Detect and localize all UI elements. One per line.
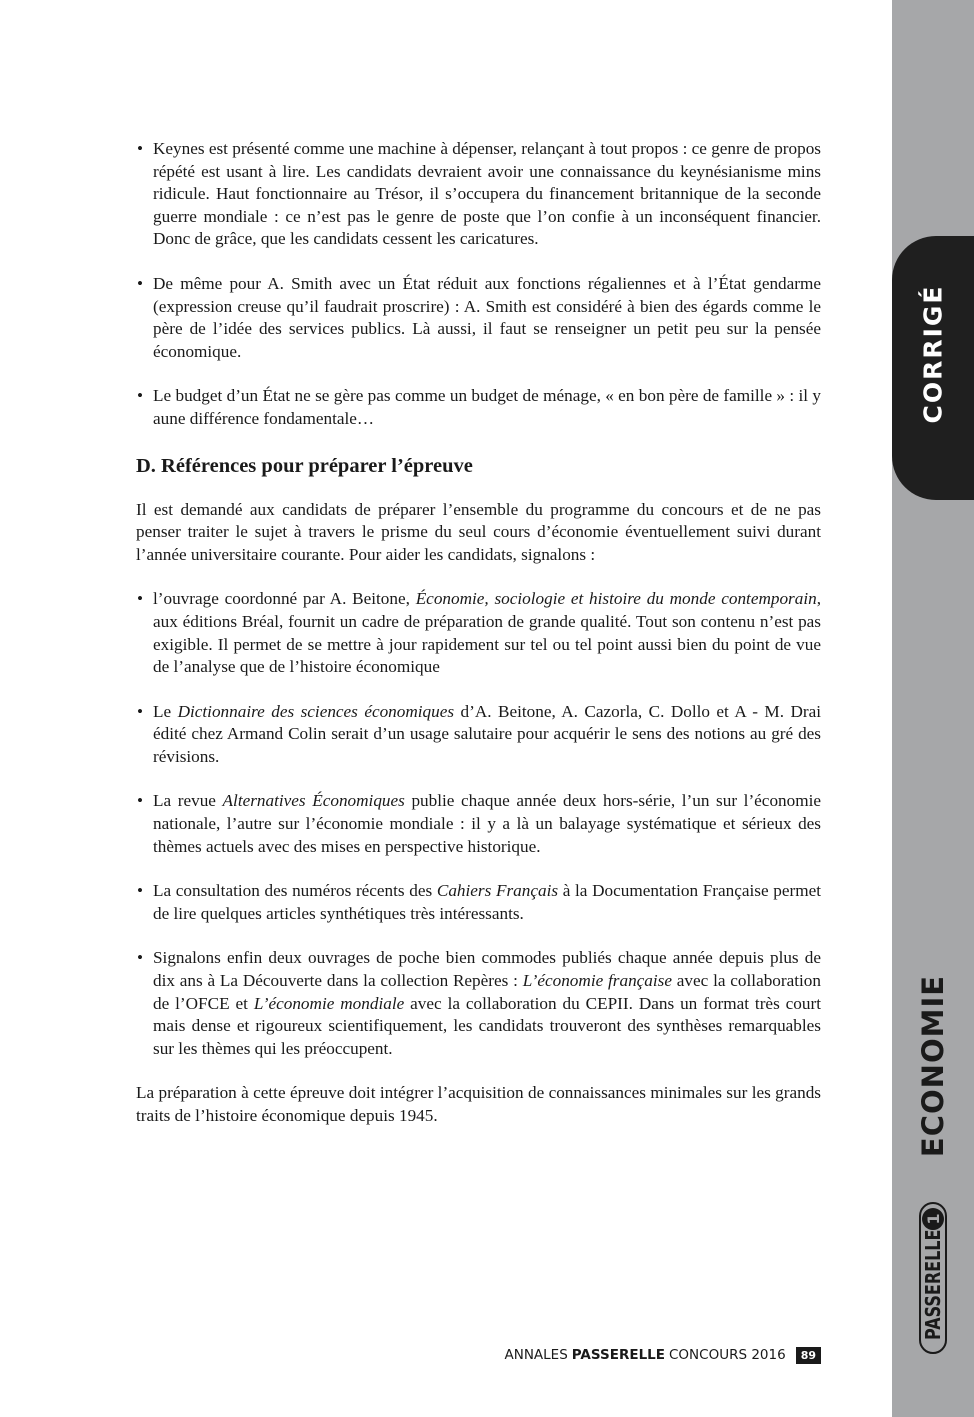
list-item — [136, 790, 821, 858]
intro-paragraph: Il est demandé aux candidats de préparer l’ensemble du programme du concours et de ne pas penser traiter le sujet à travers le prisme du seul cours d’économie éventuellement suivi durant l’année universitaire courante. Pour aider les candidats, signalons : — [136, 499, 821, 564]
book-title: Économie, sociologie et histoire du monde contemporain — [415, 589, 817, 609]
list-item — [136, 385, 821, 430]
footer-prefix: ANNALES — [504, 1347, 568, 1363]
bullet-text: Keynes est présenté comme une machine à dépenser, relançant à tout propos : ce genre de propos répété est usant à lire. Les candidats devraient avoir une connaissance du keynésianisme mins ridicule. Haut fonctionnaire au Trésor, il s’occupera du financement britannique de la seconde guerre mondiale : ce n’est pas le genre de poste que l’on confie à un inconséquent financier. Donc de grâce, que les candidats cessent les caricatures. — [153, 139, 821, 249]
page-number: 89 — [796, 1347, 821, 1364]
side-band — [892, 0, 974, 1417]
page-body — [136, 138, 821, 1150]
bullet-text: De même pour A. Smith avec un État réduit aux fonctions régaliennes et à l’État gendarme (expression creuse qu’il faudrait proscrire) : A. Smith est considéré à bien des égards comme le père de l’idée des services publics. Là aussi, il faut se renseigner un petit peu sur la pensée économique. — [153, 273, 821, 361]
page-footer — [504, 1346, 821, 1364]
book-title: Dictionnaire des sciences économiques — [177, 701, 455, 721]
bullet-text: La consultation des numéros récents des Cahiers Français à la Documentation Française permet de lire quelques articles synthétiques très intéressants. — [153, 881, 821, 923]
bullet-text: l’ouvrage coordonné par A. Beitone, Économie, sociologie et histoire du monde contemporain, aux éditions Bréal, fournit un cadre de préparation de grande qualité. Tout son contenu n’est pas exigible. Il permet de se mettre à jour rapidement sur tel ou tel point aussi bien du point de vue de l’analyse que de l’histoire économique — [153, 589, 821, 677]
journal-title: Cahiers Français — [436, 881, 559, 901]
passerelle-logo — [919, 1202, 947, 1354]
logo-number: 1 — [922, 1208, 944, 1230]
list-item — [136, 138, 821, 251]
bullet-icon: • — [137, 273, 144, 293]
list-item — [136, 701, 821, 769]
tab-label: CORRIGÉ — [918, 284, 948, 424]
bullet-text: Signalons enfin deux ouvrages de poche bien commodes publiés chaque année depuis plus de dix ans à La Découverte dans la collection Repères : L’économie française avec la collaboration de l’OFCE et L’économie mondiale avec la collaboration du CEPII. Dans un format très court mais dense et rigoureux scientifiquement, les candidats trouveront des synthèses remarquables sur les thèmes qui les préoccupent. — [153, 948, 821, 1058]
bullet-icon: • — [137, 139, 144, 158]
bullet-text: Le Dictionnaire des sciences économiques d’A. Beitone, A. Cazorla, C. Dollo et A - M. Drai édité chez Armand Colin serait d’un usage salutaire pour acquérir le sens des notions au gré des révisions. — [153, 701, 821, 766]
list-item — [136, 947, 821, 1060]
bullet-text: Le budget d’un État ne se gère pas comme un budget de ménage, « en bon père de famille » : il y aune différence fondamentale… — [153, 386, 821, 428]
bullet-icon: • — [137, 881, 144, 901]
bullet-icon: • — [137, 386, 144, 406]
list-item — [136, 880, 821, 925]
bullet-icon: • — [137, 589, 144, 609]
bullet-icon: • — [137, 948, 144, 968]
section-heading: D. Références pour préparer l’épreuve — [136, 454, 473, 477]
subject-label: ECONOMIE — [916, 974, 950, 1158]
journal-title: Alternatives Économiques — [222, 791, 405, 811]
book-title: L’économie mondiale — [253, 993, 405, 1013]
list-item — [136, 588, 821, 678]
footer-brand: PASSERELLE — [571, 1347, 665, 1363]
book-title: L’économie française — [522, 971, 672, 991]
footer-suffix: CONCOURS 2016 — [669, 1347, 786, 1363]
bullet-icon: • — [137, 791, 144, 811]
conclusion-paragraph: La préparation à cette épreuve doit intégrer l’acquisition de connaissances minimales sur les grands traits de l’histoire économique depuis 1945. — [136, 1083, 821, 1125]
logo-text: PASSERELLE — [921, 1229, 945, 1341]
bullet-text: La revue Alternatives Économiques publie chaque année deux hors-série, l’un sur l’économie nationale, l’autre sur l’économie mondiale : il y a là un balayage systématique et sérieux des thèmes actuels avec des mises en perspective historique. — [153, 791, 821, 856]
list-item — [136, 273, 821, 363]
bullet-icon: • — [137, 701, 144, 721]
